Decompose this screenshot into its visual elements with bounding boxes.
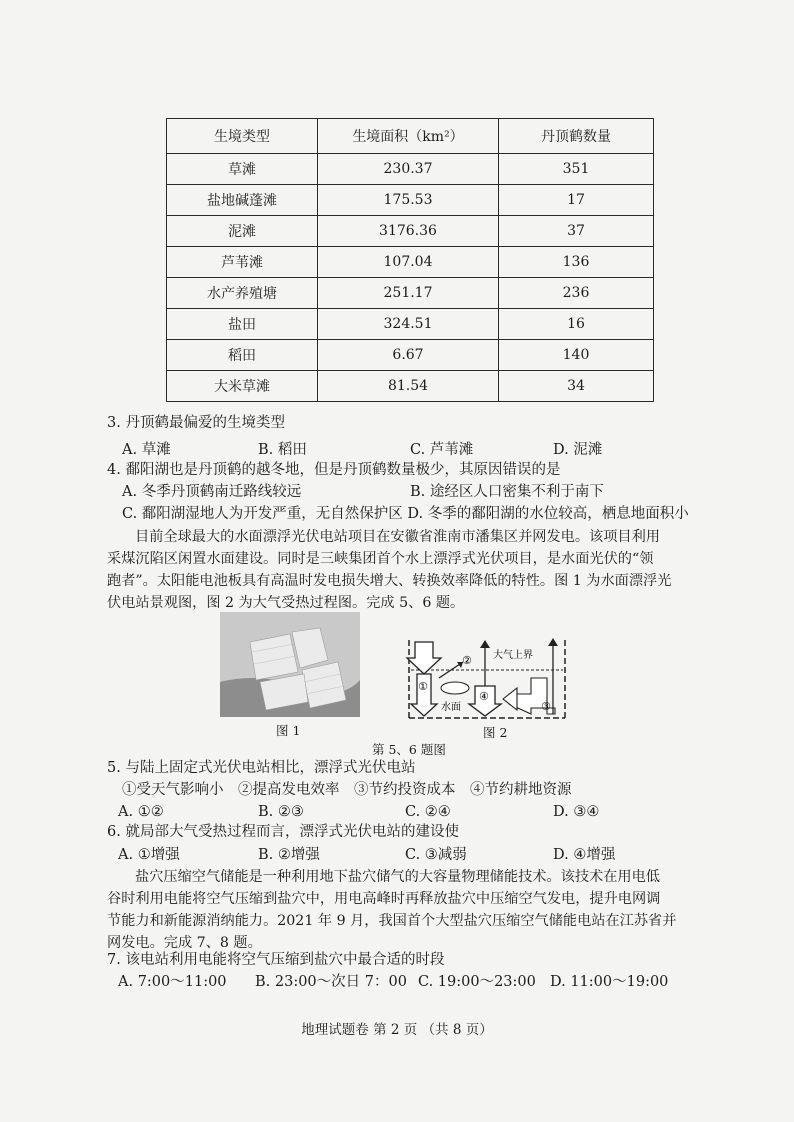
diagram-label-atmosphere-top: 大气上界 bbox=[493, 650, 533, 661]
question-3-option-d[interactable]: D. 泥滩 bbox=[553, 442, 603, 458]
passage-line: 谷时利用电能将空气压缩到盐穴中，用电高峰时再释放盐穴中压缩空气发电，提升电网调 bbox=[107, 891, 661, 907]
table-cell: 稻田 bbox=[167, 340, 318, 371]
question-6-option-a[interactable]: A. ①增强 bbox=[118, 847, 180, 863]
passage-photovoltaic bbox=[107, 526, 697, 614]
table-cell: 3176.36 bbox=[318, 216, 499, 247]
question-5-items: ①受天气影响小 ②提高发电效率 ③节约投资成本 ④节约耕地资源 bbox=[122, 782, 572, 798]
table-cell: 水产养殖塘 bbox=[167, 278, 318, 309]
question-7-option-d[interactable]: D. 11:00～19:00 bbox=[550, 974, 669, 990]
question-4-option-a[interactable]: A. 冬季丹顶鹤南迁路线较远 bbox=[122, 484, 302, 500]
figure-1-caption: 图 1 bbox=[276, 723, 301, 738]
table-cell: 324.51 bbox=[318, 309, 499, 340]
table-cell: 107.04 bbox=[318, 247, 499, 278]
question-3-option-c[interactable]: C. 芦苇滩 bbox=[410, 442, 474, 458]
table-cell: 140 bbox=[499, 340, 654, 371]
question-4-option-b[interactable]: B. 途经区人口密集不利于南下 bbox=[410, 484, 604, 500]
question-5-option-d[interactable]: D. ③④ bbox=[553, 804, 600, 820]
diagram-label-water: 水面 bbox=[441, 702, 461, 713]
question-7-option-a[interactable]: A. 7:00～11:00 bbox=[118, 974, 227, 990]
table-cell: 16 bbox=[499, 309, 654, 340]
passage-line: 网发电。完成 7、8 题。 bbox=[107, 935, 262, 951]
table-cell: 芦苇滩 bbox=[167, 247, 318, 278]
table-cell: 230.37 bbox=[318, 154, 499, 185]
passage-line: 跑者”。太阳能电池板具有高温时发电损失增大、转换效率降低的特性。图 1 为水面漂浮光 bbox=[107, 573, 672, 589]
table-cell: 236 bbox=[499, 278, 654, 309]
diagram-label-1: ① bbox=[418, 680, 428, 693]
table-row bbox=[167, 185, 654, 216]
question-3-option-b[interactable]: B. 稻田 bbox=[258, 442, 307, 458]
question-5-option-c[interactable]: C. ②④ bbox=[405, 804, 451, 820]
question-6-option-b[interactable]: B. ②增强 bbox=[258, 847, 320, 863]
question-6-option-d[interactable]: D. ④增强 bbox=[553, 847, 616, 863]
passage-line: 盐穴压缩空气储能是一种利用地下盐穴储气的大容量物理储能技术。该技术在用电低 bbox=[135, 869, 660, 885]
table-cell: 37 bbox=[499, 216, 654, 247]
question-3-option-a[interactable]: A. 草滩 bbox=[122, 442, 171, 458]
diagram-label-3: ③ bbox=[541, 700, 551, 713]
question-7-option-c[interactable]: C. 19:00～23:00 bbox=[418, 974, 536, 990]
table-cell: 175.53 bbox=[318, 185, 499, 216]
diagram-label-2: ② bbox=[462, 654, 472, 667]
table-row bbox=[167, 340, 654, 371]
table-cell: 盐田 bbox=[167, 309, 318, 340]
table-row bbox=[167, 278, 654, 309]
table-cell: 136 bbox=[499, 247, 654, 278]
table-row bbox=[167, 216, 654, 247]
passage-salt-cavern bbox=[107, 866, 697, 954]
table-header: 生境类型 bbox=[167, 119, 318, 154]
table-cell: 351 bbox=[499, 154, 654, 185]
table-header-row bbox=[167, 119, 654, 154]
question-7-stem: 7. 该电站利用电能将空气压缩到盐穴中最合适的时段 bbox=[107, 952, 445, 968]
passage-line: 采煤沉陷区闲置水面建设。同时是三峡集团首个水上漂浮式光伏项目，是水面光伏的“领 bbox=[107, 551, 654, 567]
question-4-option-c-d[interactable]: C. 鄱阳湖湿地人为开发严重，无自然保护区 D. 冬季的鄱阳湖的水位较高，栖息地面积小 bbox=[122, 506, 689, 522]
table-header: 丹顶鹤数量 bbox=[499, 119, 654, 154]
diagram-label-4: ④ bbox=[479, 690, 489, 703]
table-row bbox=[167, 154, 654, 185]
table-cell: 6.67 bbox=[318, 340, 499, 371]
figures-group-caption: 第 5、6 题图 bbox=[372, 742, 446, 757]
passage-line: 目前全球最大的水面漂浮光伏电站项目在安徽省淮南市潘集区并网发电。该项目利用 bbox=[135, 529, 660, 545]
table-cell: 17 bbox=[499, 185, 654, 216]
table-cell: 81.54 bbox=[318, 371, 499, 402]
table-cell: 泥滩 bbox=[167, 216, 318, 247]
table-row bbox=[167, 247, 654, 278]
table-row bbox=[167, 309, 654, 340]
table-cell: 34 bbox=[499, 371, 654, 402]
question-5-option-a[interactable]: A. ①② bbox=[118, 804, 164, 820]
question-5-stem: 5. 与陆上固定式光伏电站相比，漂浮式光伏电站 bbox=[107, 760, 416, 776]
question-3-stem: 3. 丹顶鹤最偏爱的生境类型 bbox=[107, 415, 285, 431]
table-cell: 草滩 bbox=[167, 154, 318, 185]
table-row bbox=[167, 371, 654, 402]
table-cell: 大米草滩 bbox=[167, 371, 318, 402]
question-7-option-b[interactable]: B. 23:00～次日 7：00 bbox=[255, 974, 407, 990]
question-6-option-c[interactable]: C. ③减弱 bbox=[405, 847, 467, 863]
atmospheric-heating-diagram bbox=[405, 638, 570, 722]
floating-pv-photo bbox=[220, 612, 360, 717]
question-6-stem: 6. 就局部大气受热过程而言，漂浮式光伏电站的建设使 bbox=[107, 824, 459, 840]
page-footer: 地理试题卷 第 2 页 （共 8 页） bbox=[301, 1022, 493, 1038]
figure-2-caption: 图 2 bbox=[483, 725, 508, 740]
habitat-table bbox=[166, 118, 654, 402]
passage-line: 伏电站景观图，图 2 为大气受热过程图。完成 5、6 题。 bbox=[107, 595, 465, 611]
passage-line: 节能力和新能源消纳能力。2021 年 9 月，我国首个大型盐穴压缩空气储能电站在江苏省并 bbox=[107, 913, 677, 929]
question-5-option-b[interactable]: B. ②③ bbox=[258, 804, 304, 820]
table-cell: 251.17 bbox=[318, 278, 499, 309]
question-4-stem: 4. 鄱阳湖也是丹顶鹤的越冬地，但是丹顶鹤数量极少，其原因错误的是 bbox=[107, 462, 561, 478]
table-header: 生境面积（km²） bbox=[318, 119, 499, 154]
table-cell: 盐地碱蓬滩 bbox=[167, 185, 318, 216]
